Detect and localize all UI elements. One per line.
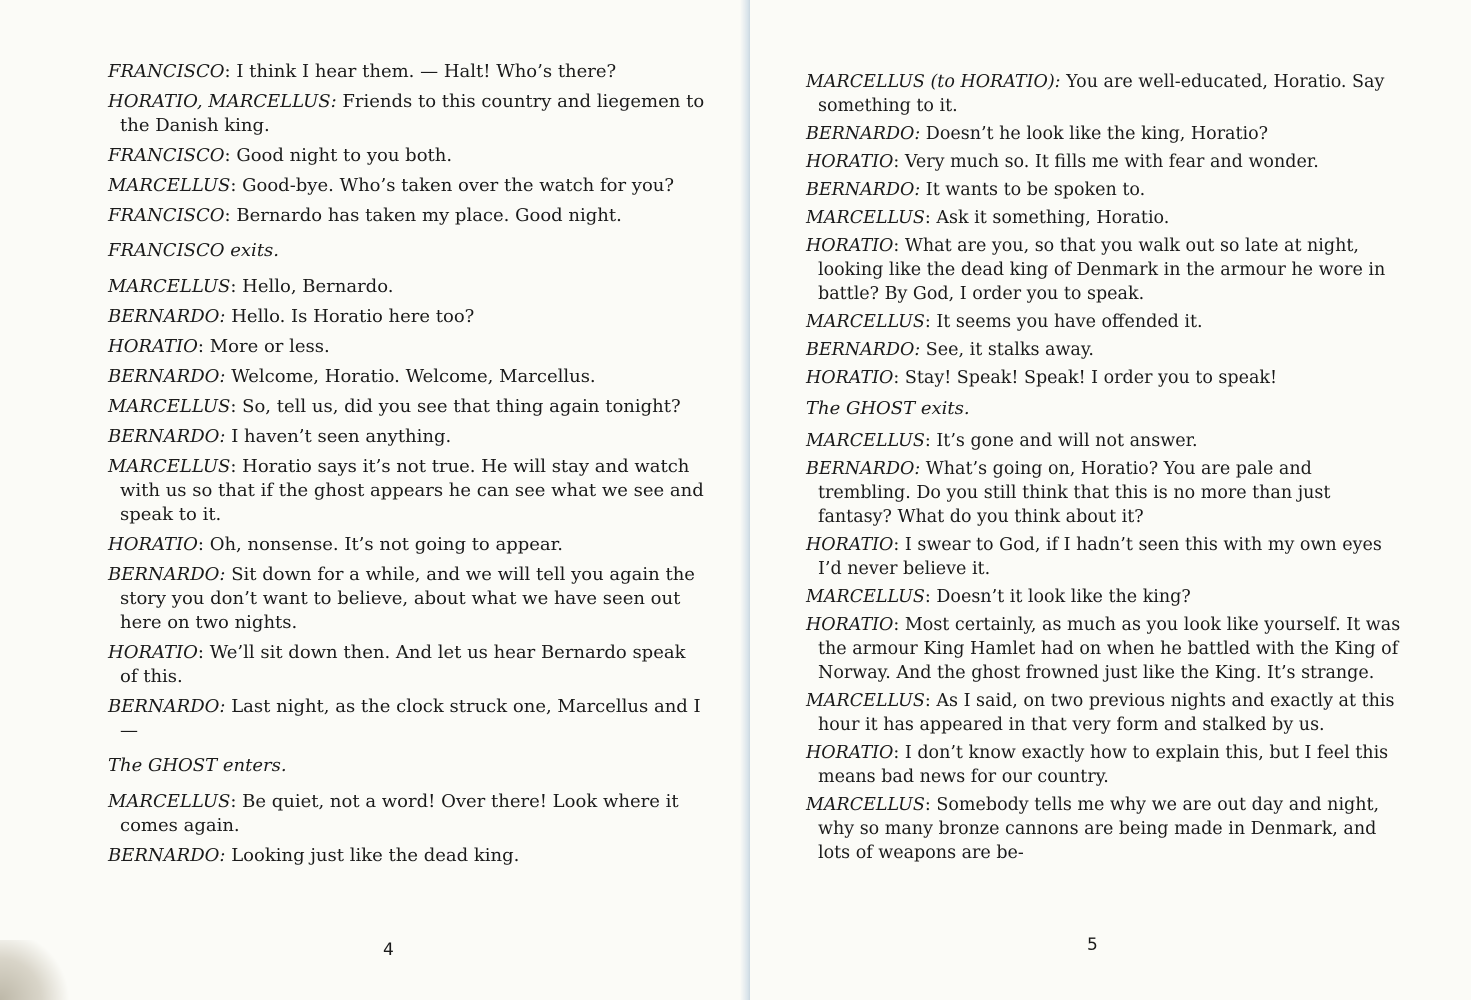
dialogue-text: See, it stalks away. (925, 340, 1094, 360)
dialogue-text: It wants to be spoken to. (925, 180, 1146, 200)
speaker-name: HORATIO (806, 152, 894, 172)
dialogue-text: Very much so. It fills me with fear and wonder. (904, 152, 1319, 172)
dialogue-text: Most certainly, as much as you look like yourself. It was the armour King Hamlet had on when he battled with the King of Norway. And the ghost frowned just like the King. It’s strange. (818, 615, 1401, 683)
dialogue-text: Friends to this country and liegemen to the Danish king. (120, 91, 705, 136)
speaker-name: BERNARDO: (108, 426, 226, 447)
dialogue-text: Welcome, Horatio. Welcome, Marcellus. (231, 366, 596, 387)
speaker-separator: : (893, 152, 905, 172)
speaker-name: MARCELLUS (806, 795, 925, 815)
speaker-name: HORATIO (806, 236, 894, 256)
dialogue-line (108, 305, 708, 329)
dialogue-text: What’s going on, Horatio? You are pale and trembling. Do you still think that this is no more than just fantasy? What do you think about it? (818, 459, 1331, 527)
dialogue-line (806, 585, 1401, 609)
dialogue-text: You are well-educated, Horatio. Say something to it. (818, 72, 1385, 116)
dialogue-text: Somebody tells me why we are out day and night, why so many bronze cannons are being made in Denmark, and lots of weapons are be- (818, 795, 1380, 863)
speaker-name: FRANCISCO (108, 145, 225, 166)
speaker-name: MARCELLUS (to HORATIO): (806, 72, 1061, 92)
dialogue-text: Be quiet, not a word! Over there! Look where it comes again. (120, 791, 679, 836)
speaker-name: HORATIO (806, 368, 894, 388)
dialogue-line (108, 144, 708, 168)
dialogue-line (806, 366, 1401, 390)
dialogue-line (806, 70, 1401, 118)
stage-direction: FRANCISCO exits. (108, 240, 280, 261)
speaker-name: HORATIO (806, 743, 894, 763)
speaker-name: MARCELLUS (108, 276, 231, 297)
dialogue-line (806, 741, 1401, 789)
dialogue-text: Oh, nonsense. It’s not going to appear. (209, 534, 563, 555)
dialogue-text: As I said, on two previous nights and exactly at this hour it has appeared in that very form and stalked by us. (818, 691, 1395, 735)
dialogue-text: Doesn’t it look like the king? (936, 587, 1191, 607)
page-corner-shadow (0, 940, 70, 1000)
dialogue-text: Hello, Bernardo. (242, 276, 394, 297)
dialogue-text: Good-bye. Who’s taken over the watch for you? (242, 175, 675, 196)
speaker-separator: : (924, 587, 937, 607)
dialogue-text: Bernardo has taken my place. Good night. (236, 205, 622, 226)
dialogue-text: Horatio says it’s not true. He will stay and watch with us so that if the ghost appears he can see what we see and speak to it. (120, 456, 704, 525)
dialogue-text: So, tell us, did you see that thing again tonight? (242, 396, 681, 417)
speaker-name: HORATIO (108, 336, 198, 357)
dialogue-line (806, 793, 1401, 865)
speaker-separator: : (230, 276, 243, 297)
dialogue-text: Hello. Is Horatio here too? (231, 306, 475, 327)
stage-direction: The GHOST enters. (108, 755, 287, 776)
dialogue-text: It seems you have offended it. (936, 312, 1203, 332)
dialogue-text: Good night to you both. (236, 145, 453, 166)
left-page-text (108, 60, 708, 868)
dialogue-text: Sit down for a while, and we will tell you again the story you don’t want to believe, about what we have seen out here on two nights. (120, 564, 695, 633)
dialogue-line (108, 641, 708, 689)
speaker-name: HORATIO (108, 534, 198, 555)
speaker-name: BERNARDO: (108, 306, 226, 327)
dialogue-line (108, 335, 708, 359)
dialogue-text: I think I hear them. — Halt! Who’s there? (236, 61, 617, 82)
dialogue-line (108, 275, 708, 299)
speaker-name: HORATIO, MARCELLUS: (108, 91, 337, 112)
dialogue-line (806, 150, 1401, 174)
speaker-name: MARCELLUS (108, 456, 231, 477)
speaker-name: BERNARDO: (806, 180, 921, 200)
page-number: 4 (383, 940, 394, 960)
speaker-name: BERNARDO: (806, 124, 921, 144)
dialogue-text: More or less. (209, 336, 330, 357)
dialogue-text: It’s gone and will not answer. (936, 431, 1198, 451)
speaker-separator: : (230, 175, 243, 196)
stage-direction: The GHOST exits. (806, 398, 970, 419)
speaker-name: BERNARDO: (108, 564, 226, 585)
dialogue-line (806, 178, 1401, 202)
dialogue-line (806, 234, 1401, 306)
speaker-separator: : (224, 205, 237, 226)
dialogue-line (108, 790, 708, 838)
dialogue-line (108, 365, 708, 389)
speaker-name: MARCELLUS (108, 175, 231, 196)
dialogue-line (108, 425, 708, 449)
dialogue-line (806, 689, 1401, 737)
dialogue-line (806, 338, 1401, 362)
speaker-name: BERNARDO: (806, 459, 921, 479)
dialogue-text: I don’t know exactly how to explain this, but I feel this means bad news for our country. (818, 743, 1389, 787)
speaker-separator: : (893, 368, 905, 388)
speaker-name: MARCELLUS (806, 312, 925, 332)
speaker-separator: : (224, 145, 237, 166)
dialogue-text: Last night, as the clock struck one, Marcellus and I — (120, 696, 701, 741)
speaker-separator: : (224, 61, 237, 82)
speaker-separator: : (230, 791, 243, 812)
speaker-separator: : (197, 534, 210, 555)
speaker-separator: : (893, 615, 905, 635)
speaker-name: BERNARDO: (108, 696, 226, 717)
dialogue-line (108, 563, 708, 635)
dialogue-text: What are you, so that you walk out so late at night, looking like the dead king of Denmark in the armour he wore in battle? By God, I order you to speak. (818, 236, 1386, 304)
speaker-separator: : (230, 456, 243, 477)
right-page (750, 0, 1471, 1000)
dialogue-line (806, 533, 1401, 581)
dialogue-line (108, 174, 708, 198)
dialogue-text: Doesn’t he look like the king, Horatio? (925, 124, 1269, 144)
speaker-name: BERNARDO: (108, 366, 226, 387)
speaker-separator: : (924, 795, 937, 815)
speaker-name: HORATIO (806, 615, 894, 635)
dialogue-text: Looking just like the dead king. (231, 845, 520, 866)
speaker-name: BERNARDO: (806, 340, 921, 360)
speaker-name: FRANCISCO (108, 61, 225, 82)
speaker-separator: : (924, 208, 937, 228)
speaker-name: BERNARDO: (108, 845, 226, 866)
speaker-separator: : (924, 431, 937, 451)
speaker-separator: : (924, 691, 937, 711)
speaker-name: HORATIO (806, 535, 894, 555)
dialogue-line (108, 533, 708, 557)
speaker-name: MARCELLUS (108, 396, 231, 417)
dialogue-line (806, 613, 1401, 685)
speaker-name: FRANCISCO (108, 205, 225, 226)
speaker-separator: : (230, 396, 243, 417)
dialogue-line (108, 455, 708, 527)
dialogue-line (806, 310, 1401, 334)
speaker-name: MARCELLUS (806, 691, 925, 711)
dialogue-text: I haven’t seen anything. (231, 426, 452, 447)
dialogue-text: I swear to God, if I hadn’t seen this with my own eyes I’d never believe it. (818, 535, 1382, 579)
dialogue-line (108, 695, 708, 743)
speaker-separator: : (893, 236, 905, 256)
speaker-name: HORATIO (108, 642, 198, 663)
dialogue-line (108, 844, 708, 868)
dialogue-line (806, 206, 1401, 230)
dialogue-text: Stay! Speak! Speak! I order you to speak! (904, 368, 1278, 388)
speaker-separator: : (924, 312, 937, 332)
speaker-separator: : (893, 743, 905, 763)
speaker-separator: : (197, 642, 210, 663)
speaker-name: MARCELLUS (806, 431, 925, 451)
speaker-separator: : (893, 535, 905, 555)
speaker-name: MARCELLUS (108, 791, 231, 812)
dialogue-text: We’ll sit down then. And let us hear Bernardo speak of this. (120, 642, 686, 687)
page-number: 5 (1087, 935, 1098, 955)
dialogue-line (108, 395, 708, 419)
speaker-separator: : (197, 336, 210, 357)
dialogue-line (108, 60, 708, 84)
speaker-name: MARCELLUS (806, 208, 925, 228)
dialogue-line (806, 457, 1401, 529)
dialogue-line (806, 429, 1401, 453)
dialogue-line (108, 204, 708, 228)
speaker-name: MARCELLUS (806, 587, 925, 607)
dialogue-text: Ask it something, Horatio. (936, 208, 1170, 228)
right-page-text (806, 70, 1401, 865)
dialogue-line (806, 122, 1401, 146)
dialogue-line (108, 90, 708, 138)
